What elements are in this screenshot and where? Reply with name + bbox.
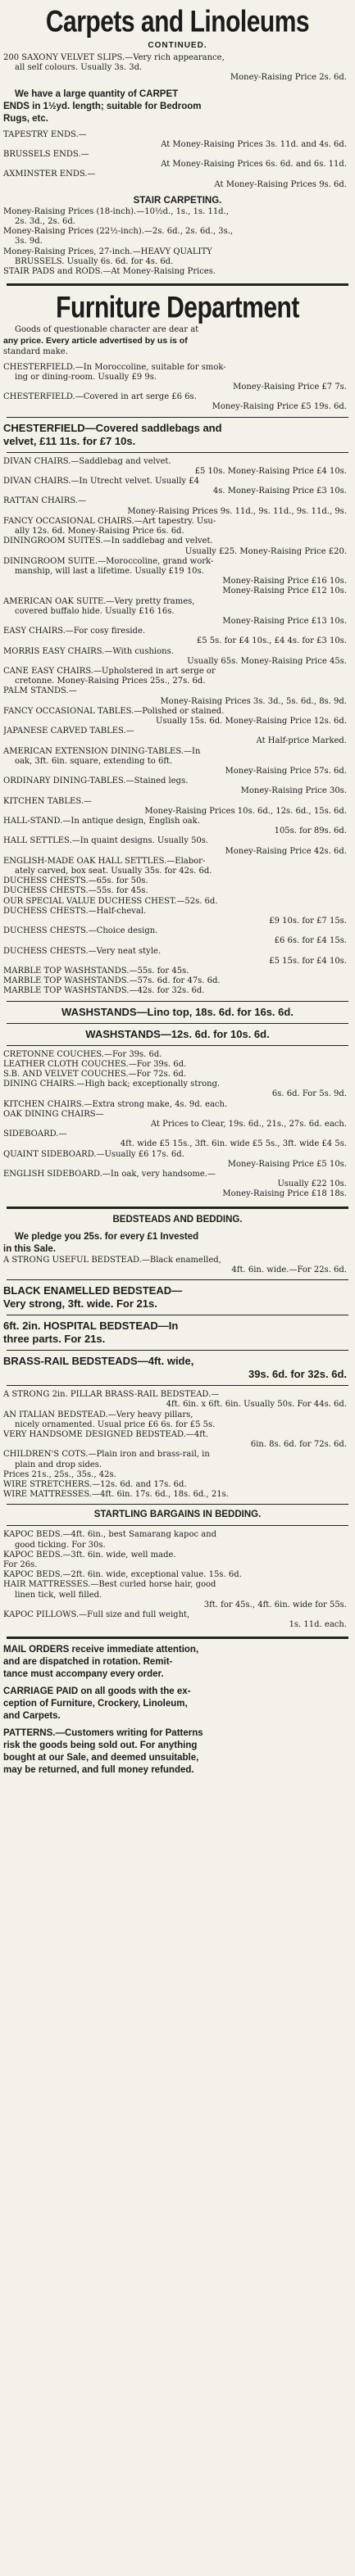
list-item: For 26s.	[3, 1560, 38, 1569]
washstand-lino-heading: WASHSTANDS—Lino top, 18s. 6d. for 16s. 6d.	[61, 1005, 294, 1018]
chesterfield-heading: CHESTERFIELD—Covered saddlebags and	[3, 421, 222, 434]
list-item: WIRE STRETCHERS.—12s. 6d. and 17s. 6d.	[3, 1479, 187, 1489]
list-item: ENGLISH SIDEBOARD.—In oak, very handsome.—	[3, 1170, 216, 1179]
list-item: At Half-price Marked.	[256, 736, 347, 746]
list-item: EASY CHAIRS.—For cosy fireside.	[3, 627, 146, 636]
divider	[7, 1045, 348, 1046]
bedsteads-heading: BEDSTEADS AND BEDDING.	[112, 1214, 243, 1225]
list-item: FANCY OCCASIONAL CHAIRS.—Art tapestry. Usu-	[3, 516, 216, 526]
list-item: good ticking. For 30s.	[15, 1540, 106, 1550]
list-item: 3ft. for 45s., 4ft. 6in. wide for 55s.	[203, 1600, 347, 1609]
list-item: VERY HANDSOME DESIGNED BEDSTEAD.—4ft.	[3, 1429, 209, 1439]
carriage-paid-notice: and Carpets.	[3, 1711, 61, 1722]
list-item: KAPOC BEDS.—3ft. 6in. wide, well made.	[3, 1550, 176, 1560]
carpet-ends-notice: We have a large quantity of CARPET	[15, 88, 179, 99]
list-item: Money-Raising Price £16 10s.	[222, 577, 347, 586]
list-item: DUCHESS CHESTS.—Half-cheval.	[3, 906, 147, 916]
list-item: KAPOC BEDS.—4ft. 6in., best Samarang kapoc and	[3, 1530, 217, 1540]
list-item: 4ft. wide £5 15s., 3ft. 6in. wide £5 5s., 3ft. wide £4 5s.	[120, 1139, 347, 1149]
furniture-intro: standard make.	[3, 347, 68, 357]
ends-price: At Money-Raising Prices 3s. 11d. and 4s. 6d.	[161, 139, 347, 149]
patterns-notice: bought at our Sale, and deemed unsuitable,	[3, 1753, 199, 1763]
list-item: ately carved, box seat. Usually 35s. for 42s. 6d.	[15, 867, 212, 876]
carriage-paid-notice: ception of Furniture, Crockery, Linoleum,	[3, 1699, 188, 1709]
section-divider	[7, 1637, 348, 1639]
list-item: DUCHESS CHESTS.—65s. for 50s.	[3, 876, 148, 886]
section-divider	[7, 283, 348, 286]
divider	[7, 1504, 348, 1505]
ends-item: AXMINSTER ENDS.—	[3, 170, 96, 179]
list-item: 105s. for 89s. 6d.	[274, 826, 347, 836]
notices-section	[3, 1644, 352, 1777]
list-item: 4s. Money-Raising Price £3 10s.	[212, 487, 347, 496]
list-item: A STRONG 2in. PILLAR BRASS-RAIL BEDSTEAD.—	[3, 1390, 220, 1400]
chesterfield-price: Money-Raising Price £7 7s.	[233, 383, 347, 392]
list-item: 6in. 8s. 6d. for 72s. 6d.	[250, 1440, 347, 1450]
list-item: KAPOC BEDS.—2ft. 6in. wide, exceptional value. 15s. 6d.	[3, 1570, 242, 1580]
list-item: linen tick, well filled.	[15, 1590, 102, 1600]
list-item: Money-Raising Price £12 10s.	[222, 586, 347, 596]
divider	[7, 1023, 348, 1024]
list-item: Money-Raising Price 30s.	[240, 786, 347, 796]
divider	[7, 1001, 348, 1002]
chesterfield-item: CHESTERFIELD.—Covered in art serge £6 6s.	[3, 392, 197, 402]
list-item: DIVAN CHAIRS.—Saddlebag and velvet.	[3, 456, 171, 466]
list-item: manship, will last a lifetime. Usually £19 10s.	[15, 566, 204, 576]
list-item: MARBLE TOP WASHSTANDS.—57s. 6d. for 47s. 6d.	[3, 976, 221, 986]
divider	[7, 452, 348, 453]
list-item: £9 10s. for £7 15s.	[269, 917, 347, 926]
pledge-line: We pledge you 25s. for every £1 Invested	[15, 1231, 199, 1242]
velvet-slips-line: all self colours. Usually 3s. 3d.	[15, 63, 143, 73]
newspaper-advertisement	[3, 0, 352, 1777]
list-item: CRETONNE COUCHES.—For 39s. 6d.	[3, 1049, 162, 1059]
list-item: £6 6s. for £4 15s.	[274, 936, 347, 946]
ends-price: At Money-Raising Prices 6s. 6d. and 6s. 11d.	[161, 160, 347, 170]
list-item: Usually 65s. Money-Raising Price 45s.	[187, 656, 347, 666]
list-item: Money-Raising Price 42s. 6d.	[225, 846, 347, 856]
list-item: WIRE MATTRESSES.—4ft. 6in. 17s. 6d., 18s. 6d., 21s.	[3, 1490, 229, 1500]
brass-rail-heading: 39s. 6d. for 32s. 6d.	[248, 1368, 347, 1381]
list-item: cretonne. Money-Raising Prices 25s., 27s. 6d.	[15, 677, 206, 686]
furniture-main-list	[3, 457, 352, 997]
list-item: OAK DINING CHAIRS—	[3, 1109, 104, 1119]
list-item: DUCHESS CHESTS.—55s. for 45s.	[3, 886, 148, 896]
ends-price: At Money-Raising Prices 9s. 6d.	[214, 179, 347, 189]
chesterfield-item: ing or dining-room. Usually £9 9s.	[15, 372, 157, 382]
list-item: covered buffalo hide. Usually £16 16s.	[15, 606, 175, 616]
velvet-slips-line: 200 SAXONY VELVET SLIPS.—Very rich appearance,	[3, 53, 225, 62]
list-item: SIDEBOARD.—	[3, 1130, 67, 1139]
list-item: 6s. 6d. For 5s. 9d.	[271, 1089, 347, 1099]
list-item: LEATHER CLOTH COUCHES.—For 39s. 6d.	[3, 1059, 187, 1069]
list-item: ENGLISH-MADE OAK HALL SETTLES.—Elabor-	[3, 856, 206, 866]
divider	[7, 1350, 348, 1351]
list-item: Money-Raising Prices 3s. 3d., 5s. 6d., 8s. 9d.	[160, 696, 347, 706]
patterns-notice: may be returned, and full money refunded.	[3, 1765, 194, 1776]
stair-item: Money-Raising Prices (22½-inch).—2s. 6d., 2s. 6d., 3s.,	[3, 227, 234, 237]
list-item: Money-Raising Prices 9s. 11d., 9s. 11d., 9s. 11d., 9s.	[127, 506, 347, 516]
list-item: CANE EASY CHAIRS.—Upholstered in art serge or	[3, 666, 216, 676]
stair-carpeting-heading: STAIR CARPETING.	[133, 195, 222, 206]
mail-orders-notice: and are dispatched in rotation. Remit-	[3, 1657, 173, 1668]
list-item: 1s. 11d. each.	[289, 1620, 347, 1630]
list-item: ally 12s. 6d. Money-Raising Price 6s. 6d.	[15, 527, 184, 536]
stair-item: 2s. 3d., 2s. 6d.	[15, 217, 75, 227]
stair-item: Money-Raising Prices (18-inch).—10½d., 1s., 1s. 11d.,	[3, 206, 229, 216]
list-item: oak, 3ft. 6in. square, extending to 6ft.	[15, 756, 173, 766]
black-enamelled-heading: Very strong, 3ft. wide. For 21s.	[3, 1297, 157, 1311]
list-item: JAPANESE CARVED TABLES.—	[3, 727, 134, 736]
list-item: nicely ornamented. Usual price £6 6s. for £5 5s.	[15, 1419, 216, 1429]
list-item: S.B. AND VELVET COUCHES.—For 72s. 6d.	[3, 1070, 187, 1080]
list-item: MARBLE TOP WASHSTANDS.—55s. for 45s.	[3, 967, 189, 976]
bedding-list	[3, 1530, 352, 1630]
furniture-intro: Goods of questionable character are dear at	[15, 325, 199, 335]
list-item: KITCHEN TABLES.—	[3, 796, 92, 806]
stair-item: 3s. 9d.	[15, 237, 43, 247]
list-item: PALM STANDS.—	[3, 686, 77, 696]
list-item: HALL-STAND.—In antique design, English oak.	[3, 816, 200, 826]
divider	[7, 1279, 348, 1280]
list-item: Money-Raising Prices 10s. 6d., 12s. 6d., 15s. 6d.	[144, 806, 347, 816]
ends-item: TAPESTRY ENDS.—	[3, 129, 87, 139]
list-item: FANCY OCCASIONAL TABLES.—Polished or stained.	[3, 706, 225, 716]
furniture-section	[3, 325, 352, 1199]
brass-rail-heading: BRASS-RAIL BEDSTEADS—4ft. wide,	[3, 1355, 194, 1368]
black-enamelled-heading: BLACK ENAMELLED BEDSTEAD—	[3, 1284, 183, 1297]
list-item: AN ITALIAN BEDSTEAD.—Very heavy pillars,	[3, 1410, 193, 1419]
list-item: QUAINT SIDEBOARD.—Usually £6 17s. 6d.	[3, 1149, 184, 1159]
list-item: HALL SETTLES.—In quaint designs. Usually 50s.	[3, 836, 209, 846]
list-item: plain and drop sides.	[15, 1460, 102, 1469]
chesterfield-item: CHESTERFIELD.—In Moroccoline, suitable for smok-	[3, 362, 226, 372]
list-item: DININGROOM SUITES.—In saddlebag and velvet.	[3, 536, 213, 546]
list-item: RATTAN CHAIRS.—	[3, 496, 87, 506]
startling-bargains-heading: STARTLING BARGAINS IN BEDDING.	[93, 1510, 262, 1520]
stair-item: BRUSSELS. Usually 6s. 6d. for 4s. 6d.	[15, 256, 174, 266]
hospital-bedstead-heading: 6ft. 2in. HOSPITAL BEDSTEAD—In	[3, 1320, 179, 1333]
list-item: AMERICAN OAK SUITE.—Very pretty frames,	[3, 596, 195, 606]
furniture-banner-title: Furniture Department	[56, 291, 299, 325]
list-item: OUR SPECIAL VALUE DUCHESS CHEST.—52s. 6d.	[3, 896, 218, 906]
list-item: AMERICAN EXTENSION DINING-TABLES.—In	[3, 746, 201, 756]
chesterfield-heading: velvet, £11 11s. for £7 10s.	[3, 434, 136, 447]
list-item: 4ft. 6in. x 6ft. 6in. Usually 50s. For 44s. 6d.	[166, 1400, 347, 1410]
list-item: KAPOC PILLOWS.—Full size and full weight,	[3, 1609, 190, 1619]
list-item: HAIR MATTRESSES.—Best curled horse hair, good	[3, 1580, 216, 1590]
carpet-ends-notice: ENDS in 1½yd. length; suitable for Bedroom	[3, 101, 202, 111]
ends-item: BRUSSELS ENDS.—	[3, 150, 89, 160]
list-item: Usually £25. Money-Raising Price £20.	[184, 546, 347, 556]
washstands-heading: WASHSTANDS—12s. 6d. for 10s. 6d.	[85, 1027, 270, 1040]
divider	[7, 417, 348, 418]
list-item: DINING CHAIRS.—High back; exceptionally strong.	[3, 1080, 221, 1089]
list-item: Prices 21s., 25s., 35s., 42s.	[3, 1469, 116, 1479]
velvet-slips-price: Money-Raising Price 2s. 6d.	[230, 73, 347, 83]
patterns-notice: PATTERNS.—Customers writing for Patterns	[3, 1728, 203, 1739]
list-item: Money-Raising Price £5 10s.	[227, 1159, 347, 1169]
mail-orders-notice: tance must accompany every order.	[3, 1669, 164, 1680]
chesterfield-price: Money-Raising Price £5 19s. 6d.	[212, 402, 347, 412]
divider	[7, 1525, 348, 1526]
divider	[7, 1385, 348, 1386]
useful-bedstead: A STRONG USEFUL BEDSTEAD.—Black enamelled,	[3, 1255, 221, 1265]
carpets-section	[3, 53, 352, 277]
list-item: Money-Raising Price 57s. 6d.	[225, 766, 347, 776]
list-item: DUCHESS CHESTS.—Choice design.	[3, 926, 158, 936]
stair-item: Money-Raising Prices, 27-inch.—HEAVY QUALITY	[3, 247, 212, 256]
list-item: Money-Raising Price £13 10s.	[222, 616, 347, 626]
carpet-ends-notice: Rugs, etc.	[3, 113, 48, 124]
list-item: At Prices to Clear, 19s. 6d., 21s., 27s. 6d. each.	[150, 1120, 347, 1130]
patterns-notice: risk the goods being sold out. For anything	[3, 1741, 198, 1751]
list-item: CHILDREN'S COTS.—Plain iron and brass-rail, in	[3, 1450, 210, 1460]
continued-label: CONTINUED.	[148, 41, 207, 50]
list-item: DUCHESS CHESTS.—Very neat style.	[3, 946, 162, 956]
section-divider	[7, 1207, 348, 1209]
furniture-intro: any price. Every article advertised by us is of	[3, 336, 188, 346]
carriage-paid-notice: CARRIAGE PAID on all goods with the ex-	[3, 1686, 191, 1697]
useful-bedstead-price: 4ft. 6in. wide.—For 22s. 6d.	[231, 1265, 347, 1274]
list-item: Usually 15s. 6d. Money-Raising Price 12s. 6d.	[156, 716, 347, 726]
list-item: ORDINARY DINING-TABLES.—Stained legs.	[3, 776, 189, 786]
bedsteads-section	[3, 1214, 352, 1631]
hospital-bedstead-heading: three parts. For 21s.	[3, 1333, 106, 1346]
stair-item: STAIR PADS and RODS.—At Money-Raising Prices.	[3, 267, 216, 277]
list-item: Money-Raising Price £18 18s.	[222, 1189, 347, 1199]
couches-chairs-list	[3, 1050, 352, 1200]
mail-orders-notice: MAIL ORDERS receive immediate attention,	[3, 1645, 199, 1655]
list-item: £5 10s. Money-Raising Price £4 10s.	[194, 466, 347, 476]
list-item: £5 5s. for £4 10s., £4 4s. for £3 10s.	[196, 636, 347, 646]
carpets-banner-title: Carpets and Linoleums	[45, 5, 310, 39]
pledge-line: in this Sale.	[3, 1243, 56, 1254]
list-item: MARBLE TOP WASHSTANDS.—42s. for 32s. 6d.	[3, 986, 205, 996]
list-item: Usually £22 10s.	[277, 1179, 347, 1189]
list-item: KITCHEN CHAIRS.—Extra strong make, 4s. 9d. each.	[3, 1099, 228, 1109]
list-item: DIVAN CHAIRS.—In Utrecht velvet. Usually £4	[3, 477, 199, 487]
list-item: £5 15s. for £4 10s.	[269, 956, 347, 966]
list-item: MORRIS EASY CHAIRS.—With cushions.	[3, 646, 174, 656]
list-item: DININGROOM SUITE.—Moroccoline, grand work-	[3, 556, 214, 566]
bedstead-list	[3, 1390, 352, 1500]
